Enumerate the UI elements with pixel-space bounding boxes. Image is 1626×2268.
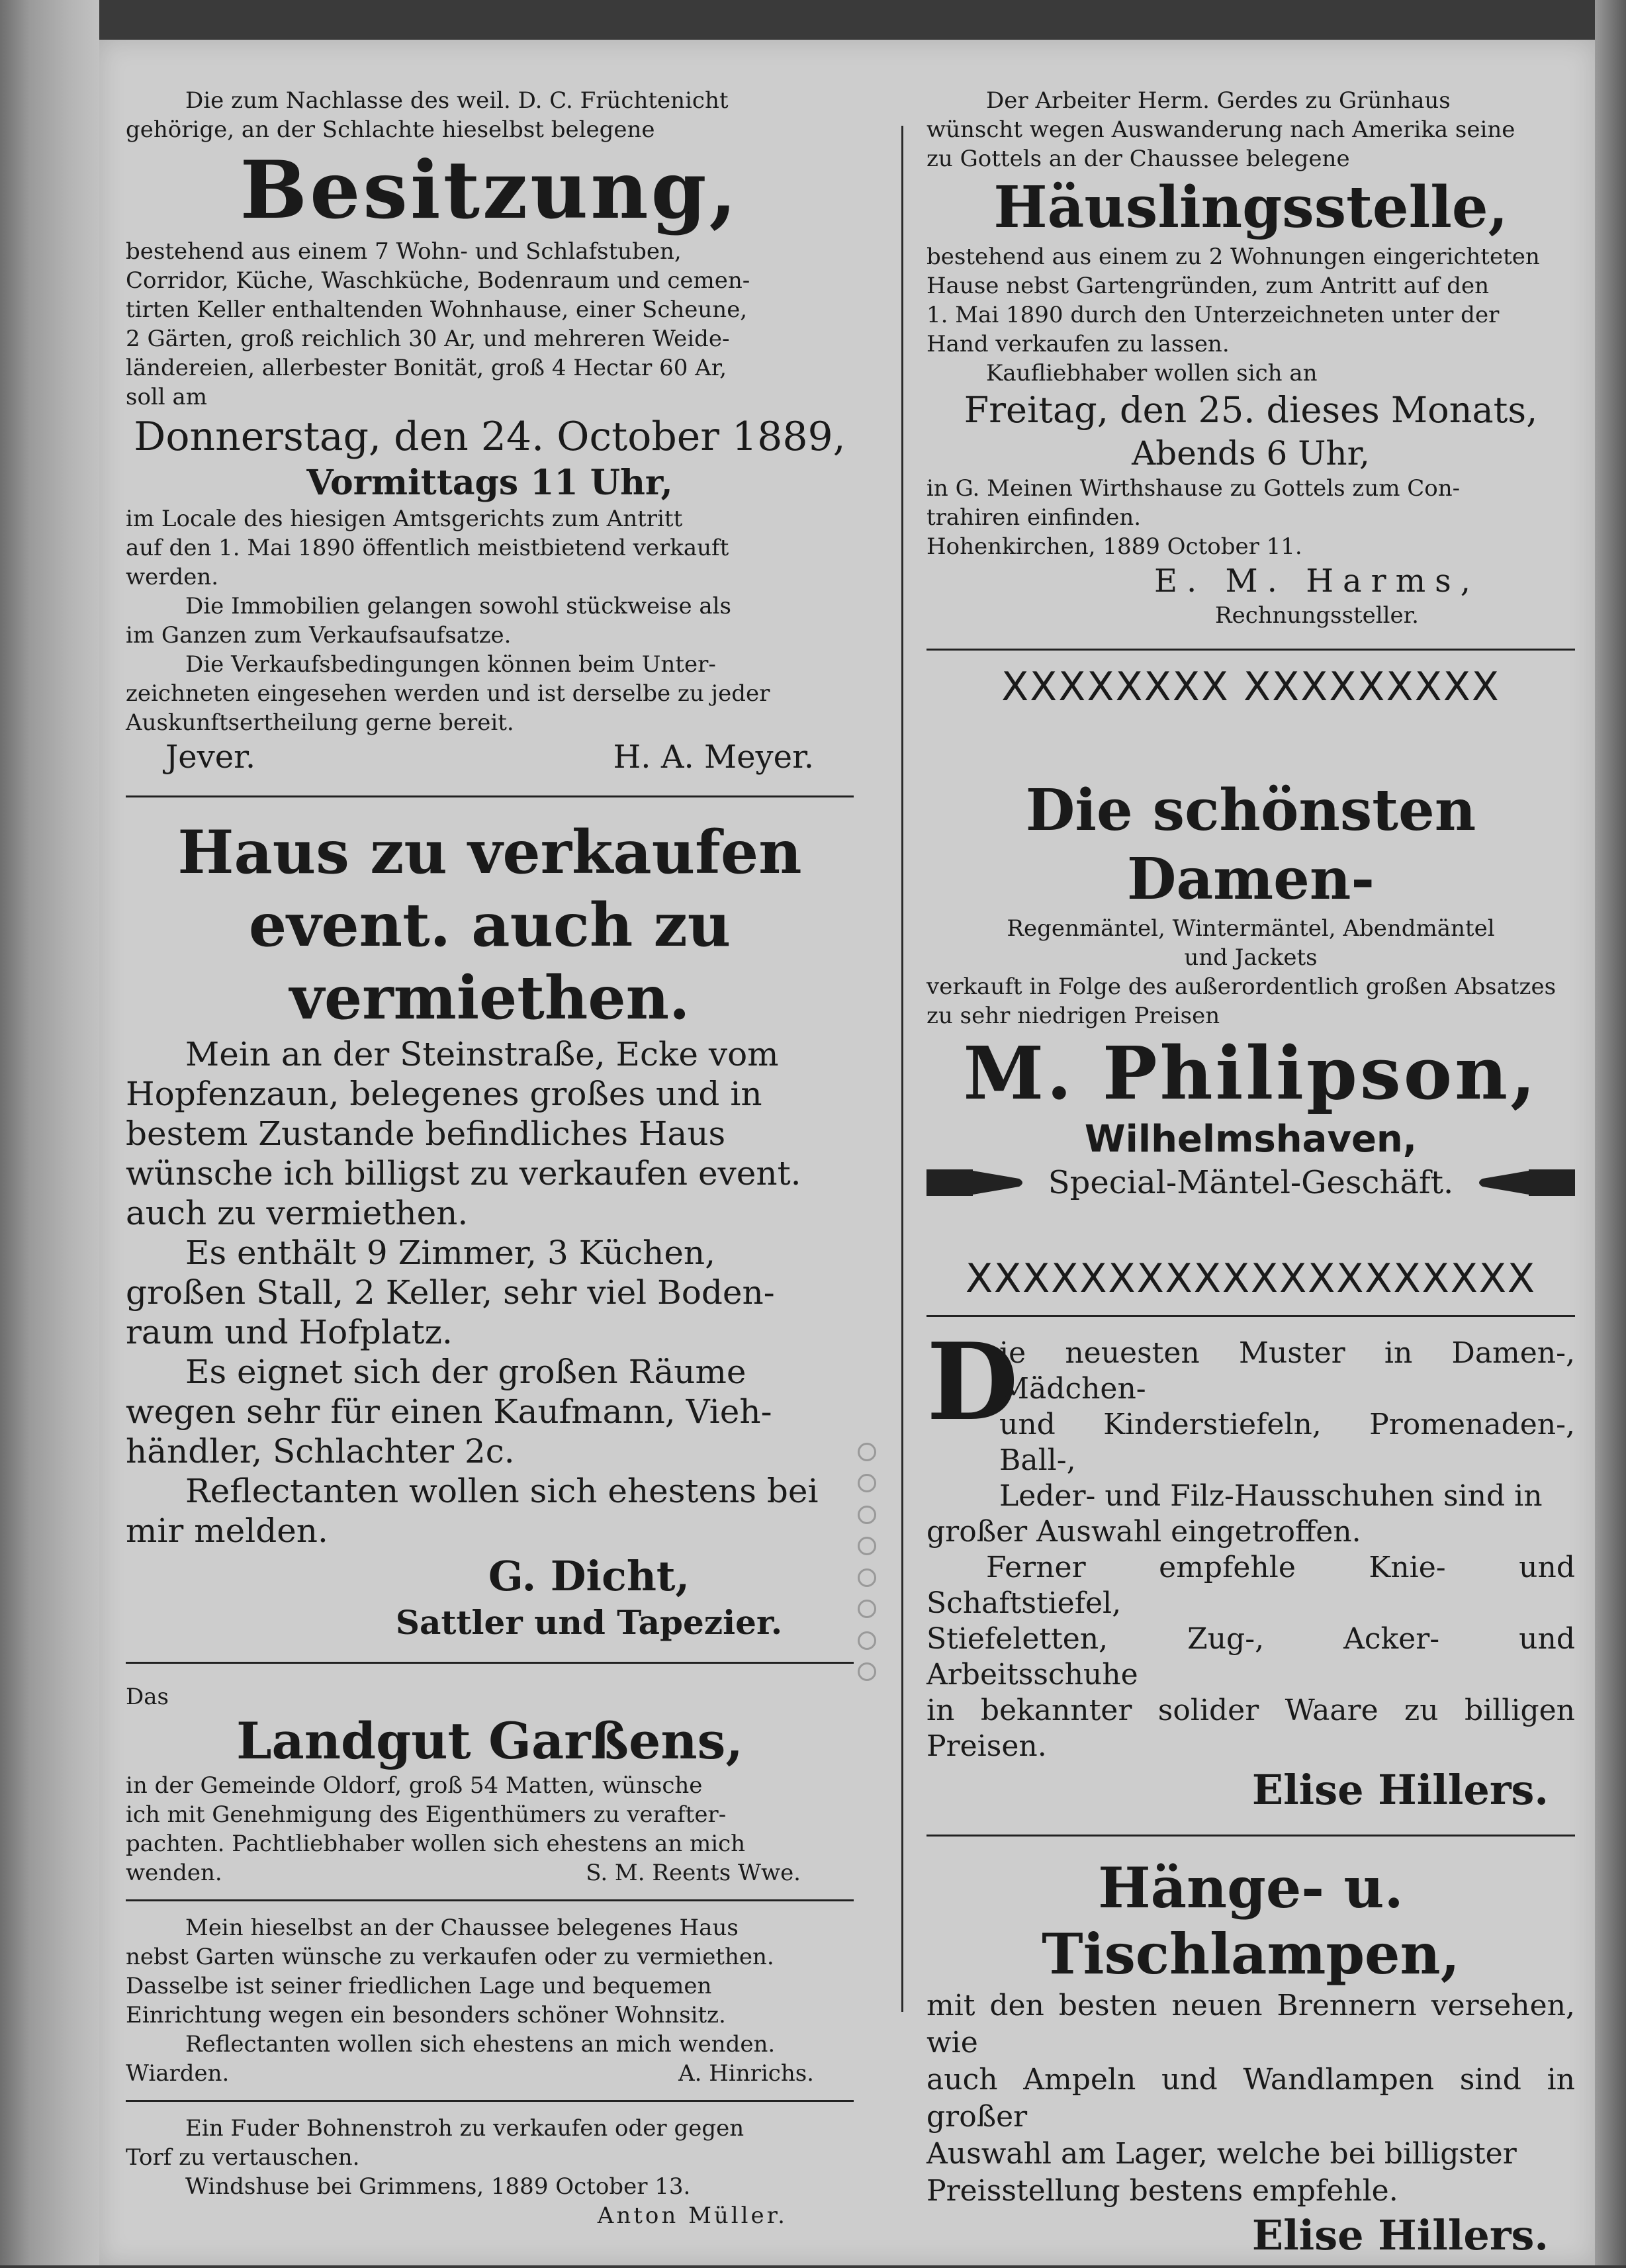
body-line: Stiefeletten, Zug-, Acker- und Arbeitsschuhe: [926, 1622, 1575, 1692]
next-page-edge: [1595, 0, 1626, 2265]
ad-title: Die schönsten Damen-: [1025, 777, 1476, 913]
signer: H. A. Meyer.: [613, 739, 814, 776]
sale-line: werden.: [126, 564, 219, 590]
desc-line: 1. Mai 1890 durch den Unterzeichneten unter der: [926, 302, 1500, 328]
divider: [926, 1315, 1575, 1317]
signature-row: [126, 1858, 854, 1887]
body-line: großen Stall, 2 Keller, sehr viel Boden-: [126, 1273, 775, 1312]
divider: [126, 1662, 854, 1664]
intro-line: Die zum Nachlasse des weil. D. C. Früchtenicht: [185, 87, 729, 114]
ad-title: Haus zu verkaufen: [177, 817, 802, 887]
text-line: Ein Fuder Bohnenstroh zu verkaufen oder gegen: [185, 2115, 745, 2142]
meeting-time: Abends 6 Uhr,: [1132, 434, 1370, 473]
divider: [926, 649, 1575, 651]
column-divider: [901, 126, 903, 2012]
signer: S. M. Reents Wwe.: [586, 1860, 801, 1886]
body-line: auch zu vermiethen.: [126, 1194, 469, 1232]
prefix: Das: [126, 1684, 169, 1710]
text-line: nebst Garten wünsche zu verkaufen oder zu vermiethen.: [126, 1944, 774, 1970]
shop-row: [926, 1163, 1575, 1202]
body-line: Es eignet sich der großen Räume: [185, 1353, 746, 1391]
text-line: wenden.: [126, 1860, 222, 1886]
ad-landgut: [126, 1676, 854, 1894]
subtitle-line: Regenmäntel, Wintermäntel, Abendmäntel: [1007, 915, 1495, 942]
sell-line: verkauft in Folge des außerordentlich großen Absatzes: [926, 974, 1557, 1000]
body-line: händler, Schlachter 2c.: [126, 1432, 515, 1471]
signer-role: Rechnungssteller.: [1215, 602, 1419, 629]
sale-line: im Locale des hiesigen Amtsgerichts zum Antritt: [126, 506, 683, 532]
text-line: Dasselbe ist seiner friedlichen Lage und bequemen: [126, 1973, 712, 1999]
note-line: im Ganzen zum Verkaufsaufsatze.: [126, 622, 512, 649]
text-line: Mein hieselbst an der Chaussee belegenes Haus: [185, 1915, 739, 1941]
sale-line: auf den 1. Mai 1890 öffentlich meistbietend verkauft: [126, 535, 729, 561]
ad-damen: [926, 723, 1575, 1209]
ad-lampen: [926, 1848, 1575, 2268]
right-column: [926, 79, 1575, 2268]
dropcap-block: [926, 1320, 1575, 1514]
note-line: zeichneten eingesehen werden und ist derselbe zu jeder: [126, 680, 770, 707]
pointing-hand-left-icon: [1476, 1163, 1575, 1202]
sell-line: zu sehr niedrigen Preisen: [926, 1003, 1220, 1029]
body-line: wünsche ich billigst zu verkaufen event.: [126, 1154, 801, 1193]
desc-line: bestehend aus einem zu 2 Wohnungen eingerichteten: [926, 244, 1540, 270]
dropcap-text: [999, 1336, 1575, 1514]
ad-title: Besitzung,: [240, 144, 740, 237]
divider: [126, 1899, 854, 1901]
body-line: mir melden.: [126, 1512, 328, 1550]
city: Wilhelmshaven,: [1084, 1118, 1418, 1161]
body-line: in bekannter solider Waare zu billigen Preisen.: [926, 1694, 1575, 1763]
desc-line: Hand verkaufen zu lassen.: [926, 331, 1230, 357]
body-line: wegen sehr für einen Kaufmann, Vieh-: [126, 1392, 772, 1431]
intro-line: gehörige, an der Schlachte hieselbst belegene: [126, 116, 655, 143]
ad-stiefel: [926, 1320, 1575, 1823]
meeting-date: Freitag, den 25. dieses Monats,: [964, 389, 1538, 431]
body-line: bestem Zustande befindliches Haus: [126, 1114, 726, 1153]
note-line: Die Immobilien gelangen sowohl stückweise als: [185, 593, 731, 619]
text-line: in der Gemeinde Oldorf, groß 54 Matten, wünsche: [126, 1772, 703, 1799]
desc-line: 2 Gärten, groß reichlich 30 Ar, und mehreren Weide-: [126, 326, 730, 352]
body-line: raum und Hofplatz.: [126, 1313, 453, 1351]
body-line: großer Auswahl eingetroffen.: [926, 1515, 1361, 1549]
pointing-hand-right-icon: [926, 1163, 1026, 1202]
body-line: Mein an der Steinstraße, Ecke vom: [185, 1035, 779, 1073]
auction-time: Vormittags 11 Uhr,: [306, 463, 673, 503]
x-ornament-row: XXXXXXXXXXXXXXXXXXXX: [965, 1255, 1537, 1302]
note-line: Auskunftsertheilung gerne bereit.: [126, 709, 514, 736]
signer-role: Sattler und Tapezier.: [395, 1603, 783, 1642]
ad-title: Hänge- u. Tischlampen,: [1042, 1855, 1460, 1987]
note-line: Reflectanten wollen sich ehestens an mich wenden.: [185, 2031, 776, 2058]
ad-chaussee: [126, 1907, 854, 2095]
desc-line: bestehend aus einem 7 Wohn- und Schlafstuben,: [126, 238, 682, 265]
body-line: ie neuesten Muster in Damen-, Mädchen-: [999, 1336, 1575, 1406]
text-line: ich mit Genehmigung des Eigenthümers zu verafter-: [126, 1801, 727, 1828]
brand-name: M. Philipson,: [963, 1030, 1539, 1116]
intro-line: Der Arbeiter Herm. Gerdes zu Grünhaus: [986, 87, 1451, 114]
shop-type: Special-Mäntel-Geschäft.: [1048, 1164, 1454, 1201]
ad-haus: [126, 809, 854, 1650]
dateline: Hohenkirchen, 1889 October 11.: [926, 533, 1302, 560]
body-line: und Kinderstiefeln, Promenaden-, Ball-,: [999, 1408, 1575, 1477]
desc-line: Hause nebst Gartengründen, zum Antritt auf den: [926, 273, 1490, 299]
ad-besitzung: [126, 79, 854, 784]
loc-line: in G. Meinen Wirthshause zu Gottels zum Con-: [926, 475, 1461, 502]
ad-bohnenstroh: [126, 2107, 854, 2237]
body-line: Hopfenzaun, belegenes großes und in: [126, 1075, 762, 1113]
body-line: Ferner empfehle Knie- und Schaftstiefel,: [926, 1551, 1575, 1620]
body-line: Reflectanten wollen sich ehestens bei: [185, 1472, 819, 1510]
divider: [126, 2100, 854, 2102]
body-line: Auswahl am Lager, welche bei billigster: [926, 2137, 1517, 2171]
place: Jever.: [165, 739, 256, 776]
place: Windshuse bei Grimmens, 1889 October 13.: [185, 2173, 691, 2200]
decorative-border: [854, 1443, 880, 1681]
text-line: Torf zu vertauschen.: [126, 2144, 360, 2171]
ad-title: Häuslingsstelle,: [993, 174, 1508, 241]
signer: Elise Hillers.: [1251, 1766, 1549, 1814]
place: Wiarden.: [126, 2060, 230, 2087]
x-ornament-row: XXXXXXXX XXXXXXXXX: [1001, 664, 1500, 710]
signer: E. M. Harms,: [1153, 563, 1480, 600]
body-line: Es enthält 9 Zimmer, 3 Küchen,: [185, 1234, 716, 1272]
book-edge: [0, 0, 99, 2265]
body-line: Leder- und Filz-Hausschuhen sind in: [999, 1479, 1543, 1513]
ad-haeuslingsstelle: [926, 79, 1575, 637]
signature-row: [126, 2059, 854, 2088]
auction-date: Donnerstag, den 24. October 1889,: [134, 414, 846, 460]
ad-title: Landgut Garßens,: [236, 1711, 743, 1770]
signer: G. Dicht,: [488, 1552, 690, 1600]
intro-line: zu Gottels an der Chaussee belegene: [926, 146, 1350, 172]
desc-line: ländereien, allerbester Bonität, groß 4 Hectar 60 Ar,: [126, 355, 727, 381]
signer: Anton Müller.: [597, 2202, 788, 2229]
signature-row: [126, 737, 854, 777]
body-line: Preisstellung bestens empfehle.: [926, 2174, 1398, 2208]
left-column: [126, 79, 854, 2237]
body-line: auch Ampeln und Wandlampen sind in großer: [926, 2063, 1575, 2134]
note-line: Die Verkaufsbedingungen können beim Unter-: [185, 651, 716, 678]
body-line: mit den besten neuen Brennern versehen, wie: [926, 1989, 1575, 2060]
divider: [126, 795, 854, 797]
loc-line: trahiren einfinden.: [926, 504, 1142, 531]
divider: [926, 1835, 1575, 1837]
desc-line: soll am: [126, 384, 207, 410]
desc-line: tirten Keller enthaltenden Wohnhause, einer Scheune,: [126, 296, 748, 323]
dropcap: D: [926, 1320, 1018, 1444]
desc-line: Corridor, Küche, Waschküche, Bodenraum und cemen-: [126, 267, 750, 294]
ad-subtitle: event. auch zu vermiethen.: [248, 890, 731, 1033]
text-line: pachten. Pachtliebhaber wollen sich ehestens an mich: [126, 1831, 746, 1857]
signer: A. Hinrichs.: [678, 2060, 814, 2087]
buyers-line: Kaufliebhaber wollen sich an: [986, 360, 1318, 386]
signer: Elise Hillers.: [1251, 2211, 1549, 2259]
text-line: Einrichtung wegen ein besonders schöner Wohnsitz.: [126, 2002, 726, 2028]
intro-line: wünscht wegen Auswanderung nach Amerika seine: [926, 116, 1515, 143]
subtitle-line: und Jackets: [1184, 944, 1318, 971]
